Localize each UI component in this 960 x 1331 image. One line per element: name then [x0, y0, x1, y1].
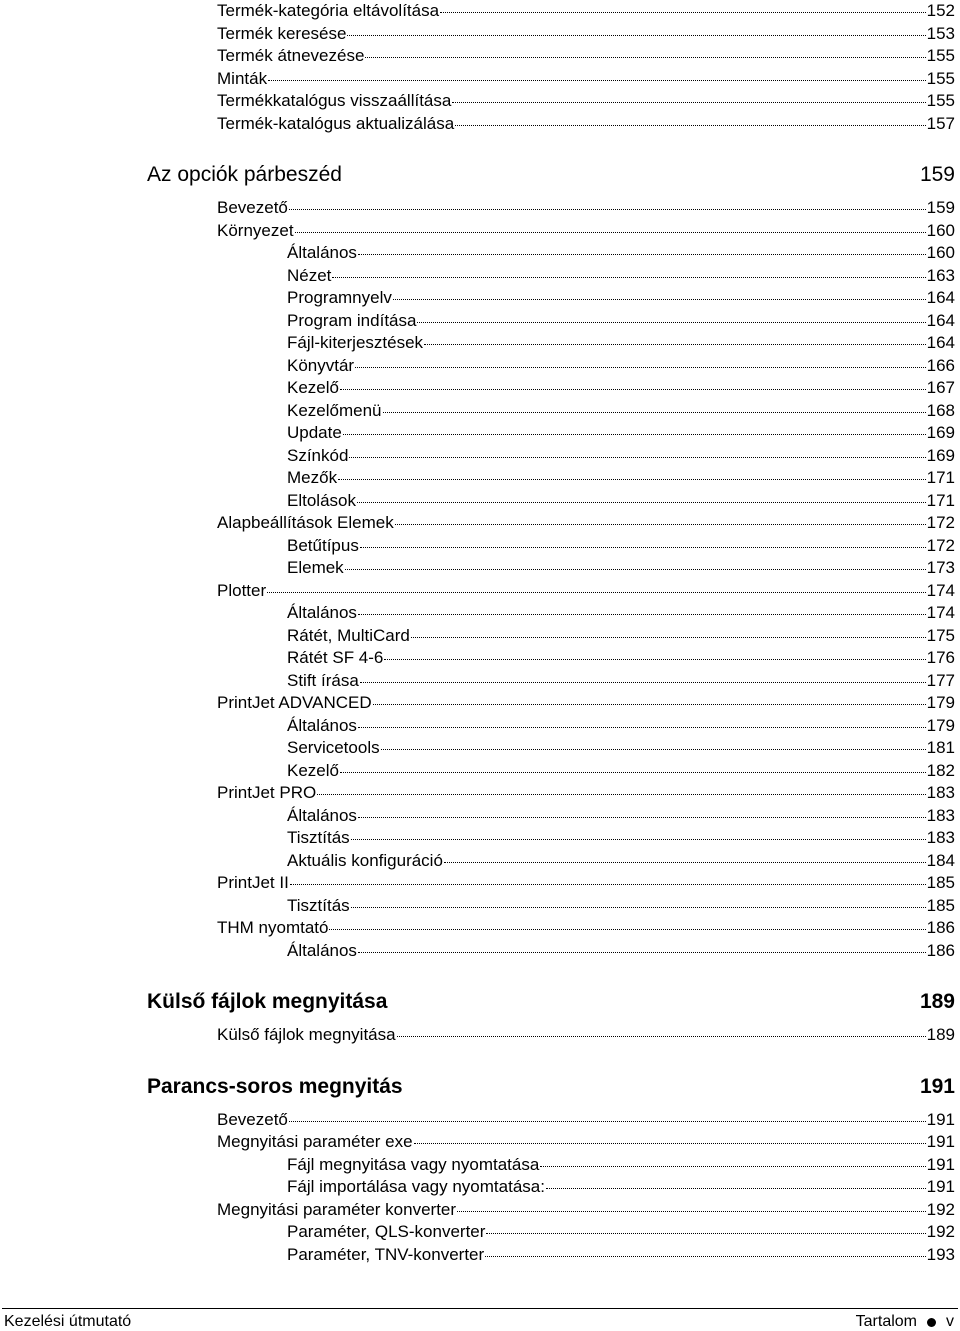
- footer-page-number: v: [946, 1313, 954, 1330]
- toc-entry-page: 175: [926, 625, 955, 645]
- toc-entry-title: Fájl megnyitása vagy nyomtatása: [287, 1154, 540, 1174]
- toc-entry-title: Külső fájlok megnyitása: [217, 1025, 396, 1044]
- bullet-icon: [927, 1318, 936, 1327]
- toc-entry-page: 155: [926, 46, 955, 65]
- toc-entry[interactable]: [287, 355, 955, 377]
- toc-entry-title: THM nyomtató: [217, 918, 329, 937]
- dot-leader: [340, 389, 926, 390]
- toc-entry-page: 164: [926, 333, 955, 352]
- toc-entry[interactable]: [217, 692, 955, 714]
- dot-leader: [358, 952, 926, 953]
- toc-entry-title: Nézet: [287, 265, 332, 285]
- toc-entry-title: Általános: [287, 243, 357, 262]
- dot-leader: [295, 232, 926, 233]
- dot-leader: [440, 12, 926, 13]
- toc-entry-page: 167: [926, 378, 955, 397]
- dot-leader: [355, 367, 926, 368]
- dot-leader: [332, 277, 925, 278]
- dot-leader: [546, 1188, 926, 1189]
- toc-entry-title: Bevezető: [217, 198, 288, 217]
- section-title: Az opciók párbeszéd: [147, 163, 342, 186]
- toc-entry-title: Általános: [287, 940, 357, 960]
- toc-entry-title: Tisztítás: [287, 828, 350, 847]
- dot-leader: [397, 1036, 926, 1037]
- dot-leader: [365, 57, 925, 58]
- section-page: 159: [919, 163, 955, 186]
- toc-entry-page: 191: [926, 1109, 955, 1129]
- toc-entry[interactable]: [287, 625, 955, 647]
- dot-leader: [424, 344, 926, 345]
- page-footer: [0, 1308, 960, 1331]
- toc-entry-title: Kezelő: [287, 378, 339, 397]
- toc-entry[interactable]: [287, 760, 955, 782]
- dot-leader: [317, 794, 925, 795]
- toc-entry-title: Környezet: [217, 220, 294, 240]
- dot-leader: [417, 322, 925, 323]
- toc-entry-title: PrintJet ADVANCED: [217, 693, 372, 712]
- toc-entry[interactable]: [217, 220, 955, 242]
- dot-leader: [383, 412, 926, 413]
- toc-entry-page: 153: [926, 23, 955, 43]
- toc-entry-page: 152: [926, 1, 955, 20]
- toc-entry[interactable]: [287, 310, 955, 332]
- toc-entry-page: 169: [926, 445, 955, 465]
- toc-entry[interactable]: [217, 580, 955, 602]
- dot-leader: [384, 659, 925, 660]
- dot-leader: [351, 907, 926, 908]
- dot-leader: [452, 102, 925, 103]
- dot-leader: [360, 547, 926, 548]
- toc-entry[interactable]: [287, 850, 955, 872]
- toc-entry[interactable]: [217, 782, 955, 804]
- toc-entry-page: 171: [926, 468, 955, 487]
- toc-entry-page: 192: [926, 1199, 955, 1219]
- toc-entry-page: 157: [926, 113, 955, 133]
- toc-entry-title: Update: [287, 423, 342, 442]
- dot-leader: [345, 569, 926, 570]
- toc-entry-page: 185: [926, 895, 955, 915]
- toc-entry[interactable]: [287, 400, 955, 422]
- toc-entry[interactable]: [217, 113, 955, 135]
- toc-entry-page: 181: [926, 738, 955, 757]
- toc-entry-title: Servicetools: [287, 738, 380, 757]
- section-title: Külső fájlok megnyitása: [147, 990, 388, 1013]
- toc-entry-page: 179: [926, 693, 955, 712]
- toc-entry[interactable]: [287, 332, 955, 354]
- toc-entry-title: Elemek: [287, 558, 344, 577]
- footer-manual-title: Kezelési útmutató: [4, 1313, 132, 1330]
- toc-entry-title: Rátét, MultiCard: [287, 625, 410, 645]
- dot-leader: [329, 929, 925, 930]
- toc-entry-title: Eltolások: [287, 490, 356, 510]
- toc-entry-page: 191: [926, 1177, 955, 1196]
- toc-entry[interactable]: [287, 647, 955, 669]
- toc-entry-page: 177: [926, 670, 955, 690]
- toc-entry[interactable]: [217, 197, 955, 219]
- footer-page-info: [856, 1313, 954, 1331]
- toc-entry-page: 160: [926, 243, 955, 262]
- toc-entry-page: 184: [926, 850, 955, 870]
- toc-entry[interactable]: [217, 23, 955, 45]
- dot-leader: [360, 682, 926, 683]
- toc-entry[interactable]: [287, 715, 955, 737]
- toc-entry[interactable]: [287, 827, 955, 849]
- toc-entry[interactable]: [287, 602, 955, 624]
- toc-entry[interactable]: [217, 512, 955, 534]
- toc-entry-title: PrintJet PRO: [217, 783, 317, 802]
- toc-entry-title: Betűtípus: [287, 535, 359, 555]
- toc-entry[interactable]: [287, 242, 955, 264]
- dot-leader: [485, 1256, 925, 1257]
- dot-leader: [358, 614, 926, 615]
- toc-entry-page: 174: [926, 580, 955, 600]
- footer-rule: [2, 1308, 958, 1309]
- dot-leader: [289, 209, 926, 210]
- toc-entry-page: 169: [926, 423, 955, 442]
- toc-entry-title: Paraméter, QLS-konverter: [287, 1222, 486, 1241]
- toc-entry[interactable]: [287, 940, 955, 962]
- toc-entry[interactable]: [287, 287, 955, 309]
- dot-leader: [486, 1233, 925, 1234]
- toc-entry-page: 183: [926, 828, 955, 847]
- toc-entry-page: 155: [926, 68, 955, 88]
- toc-entry[interactable]: [287, 445, 955, 467]
- toc-entry[interactable]: [287, 377, 955, 399]
- toc-entry-page: 171: [926, 490, 955, 510]
- toc-entry[interactable]: [287, 467, 955, 489]
- dot-leader: [343, 434, 926, 435]
- toc-entry-page: 191: [926, 1132, 955, 1151]
- toc-entry-title: Színkód: [287, 445, 349, 465]
- toc-entry-title: Program indítása: [287, 310, 417, 330]
- toc-entry-title: Általános: [287, 715, 357, 735]
- dot-leader: [338, 479, 926, 480]
- toc-entry[interactable]: [217, 1131, 955, 1153]
- toc-entry-page: 160: [926, 220, 955, 240]
- toc-entry[interactable]: [287, 737, 955, 759]
- toc-entry-title: Megnyitási paraméter konverter: [217, 1199, 457, 1219]
- dot-leader: [381, 749, 926, 750]
- toc-entry-page: 164: [926, 288, 955, 307]
- toc-entry-page: 183: [926, 783, 955, 802]
- toc-entry[interactable]: [287, 265, 955, 287]
- toc-entry-page: 173: [926, 558, 955, 577]
- toc-entry-title: Rátét SF 4-6: [287, 648, 384, 667]
- section-title: Parancs-soros megnyitás: [147, 1074, 403, 1098]
- toc-entry-title: Minták: [217, 68, 268, 88]
- toc-entry-title: Termék keresése: [217, 23, 347, 43]
- toc-entry-title: Megnyitási paraméter exe: [217, 1132, 413, 1151]
- toc-entry-page: 193: [926, 1244, 955, 1264]
- toc-entry[interactable]: [287, 422, 955, 444]
- section-heading[interactable]: [147, 988, 955, 1016]
- dot-leader: [457, 1211, 926, 1212]
- dot-leader: [357, 502, 926, 503]
- toc-entry[interactable]: [217, 45, 955, 67]
- toc-entry[interactable]: [287, 490, 955, 512]
- toc-entry-page: 163: [926, 265, 955, 285]
- toc-entry[interactable]: [287, 1176, 955, 1198]
- dot-leader: [290, 884, 926, 885]
- toc-entry[interactable]: [287, 805, 955, 827]
- toc-entry-page: 191: [926, 1154, 955, 1174]
- toc-entry[interactable]: [217, 68, 955, 90]
- toc-entry[interactable]: [217, 1199, 955, 1221]
- toc-entry-title: Általános: [287, 805, 357, 825]
- section-heading[interactable]: [147, 1073, 955, 1101]
- toc-entry-title: Stift írása: [287, 670, 359, 690]
- toc-entry-title: Fájl importálása vagy nyomtatása:: [287, 1177, 545, 1196]
- dot-leader: [289, 1121, 926, 1122]
- dot-leader: [414, 1143, 926, 1144]
- toc-entry-title: PrintJet II: [217, 873, 289, 892]
- toc-entry-title: Termék-katalógus aktualizálása: [217, 113, 455, 133]
- dot-leader: [411, 637, 926, 638]
- dot-leader: [395, 524, 926, 525]
- toc-entry-title: Fájl-kiterjesztések: [287, 333, 424, 352]
- toc-entry-title: Általános: [287, 603, 357, 622]
- toc-entry[interactable]: [217, 917, 955, 939]
- toc-entry[interactable]: [287, 670, 955, 692]
- toc-entry[interactable]: [217, 872, 955, 894]
- toc-entry[interactable]: [217, 90, 955, 112]
- toc-entry-page: 185: [926, 873, 955, 892]
- toc-entry-title: Könyvtár: [287, 355, 355, 375]
- toc-entry-page: 189: [926, 1025, 955, 1044]
- toc-entry-page: 179: [926, 715, 955, 735]
- toc-entry-page: 155: [926, 91, 955, 110]
- dot-leader: [268, 80, 926, 81]
- dot-leader: [373, 704, 926, 705]
- toc-entry-title: Paraméter, TNV-konverter: [287, 1244, 485, 1264]
- toc-entry-title: Termék átnevezése: [217, 46, 365, 65]
- dot-leader: [358, 817, 926, 818]
- footer-section-label: Tartalom: [855, 1313, 917, 1330]
- toc-entry-page: 166: [926, 355, 955, 375]
- toc-entry-page: 186: [926, 918, 955, 937]
- dot-leader: [540, 1166, 925, 1167]
- toc-entry-title: Kezelő: [287, 760, 339, 780]
- toc-entry-page: 186: [926, 940, 955, 960]
- toc-entry-page: 176: [926, 648, 955, 667]
- toc-entry-page: 174: [926, 603, 955, 622]
- toc-entry-title: Bevezető: [217, 1109, 288, 1129]
- toc-entry-title: Tisztítás: [287, 895, 350, 915]
- toc-entry-title: Termék-kategória eltávolítása: [217, 1, 440, 20]
- toc-entry-page: 172: [926, 535, 955, 555]
- toc-entry[interactable]: [287, 557, 955, 579]
- toc-entry-page: 172: [926, 513, 955, 532]
- toc-entry-page: 192: [926, 1222, 955, 1241]
- toc-entry-page: 164: [926, 310, 955, 330]
- dot-leader: [347, 35, 925, 36]
- toc-entry-title: Mezők: [287, 468, 338, 487]
- toc-entry[interactable]: [287, 895, 955, 917]
- toc-entry-title: Alapbeállítások Elemek: [217, 513, 394, 532]
- toc-entry-title: Plotter: [217, 580, 267, 600]
- section-page: 189: [919, 990, 955, 1013]
- toc-entry[interactable]: [217, 1109, 955, 1131]
- section-page: 191: [919, 1074, 955, 1098]
- toc-entry[interactable]: [217, 1024, 955, 1046]
- dot-leader: [267, 592, 925, 593]
- toc-entry[interactable]: [287, 1221, 955, 1243]
- toc-entry-title: Kezelőmenü: [287, 400, 382, 420]
- dot-leader: [455, 125, 925, 126]
- dot-leader: [340, 772, 926, 773]
- toc-entry-page: 168: [926, 400, 955, 420]
- toc-entry[interactable]: [217, 0, 955, 22]
- toc-entry-title: Programnyelv: [287, 288, 392, 307]
- toc-entry[interactable]: [287, 535, 955, 557]
- dot-leader: [358, 727, 926, 728]
- toc-entry[interactable]: [287, 1244, 955, 1266]
- toc-entry-title: Aktuális konfiguráció: [287, 850, 443, 870]
- dot-leader: [444, 862, 926, 863]
- dot-leader: [393, 299, 926, 300]
- toc-entry[interactable]: [287, 1154, 955, 1176]
- dot-leader: [358, 254, 926, 255]
- toc-entry-title: Termékkatalógus visszaállítása: [217, 91, 452, 110]
- section-heading[interactable]: [147, 161, 955, 189]
- dot-leader: [349, 457, 925, 458]
- dot-leader: [351, 839, 926, 840]
- toc-entry-page: 159: [926, 198, 955, 217]
- toc-entry-page: 183: [926, 805, 955, 825]
- toc-entry-page: 182: [926, 760, 955, 780]
